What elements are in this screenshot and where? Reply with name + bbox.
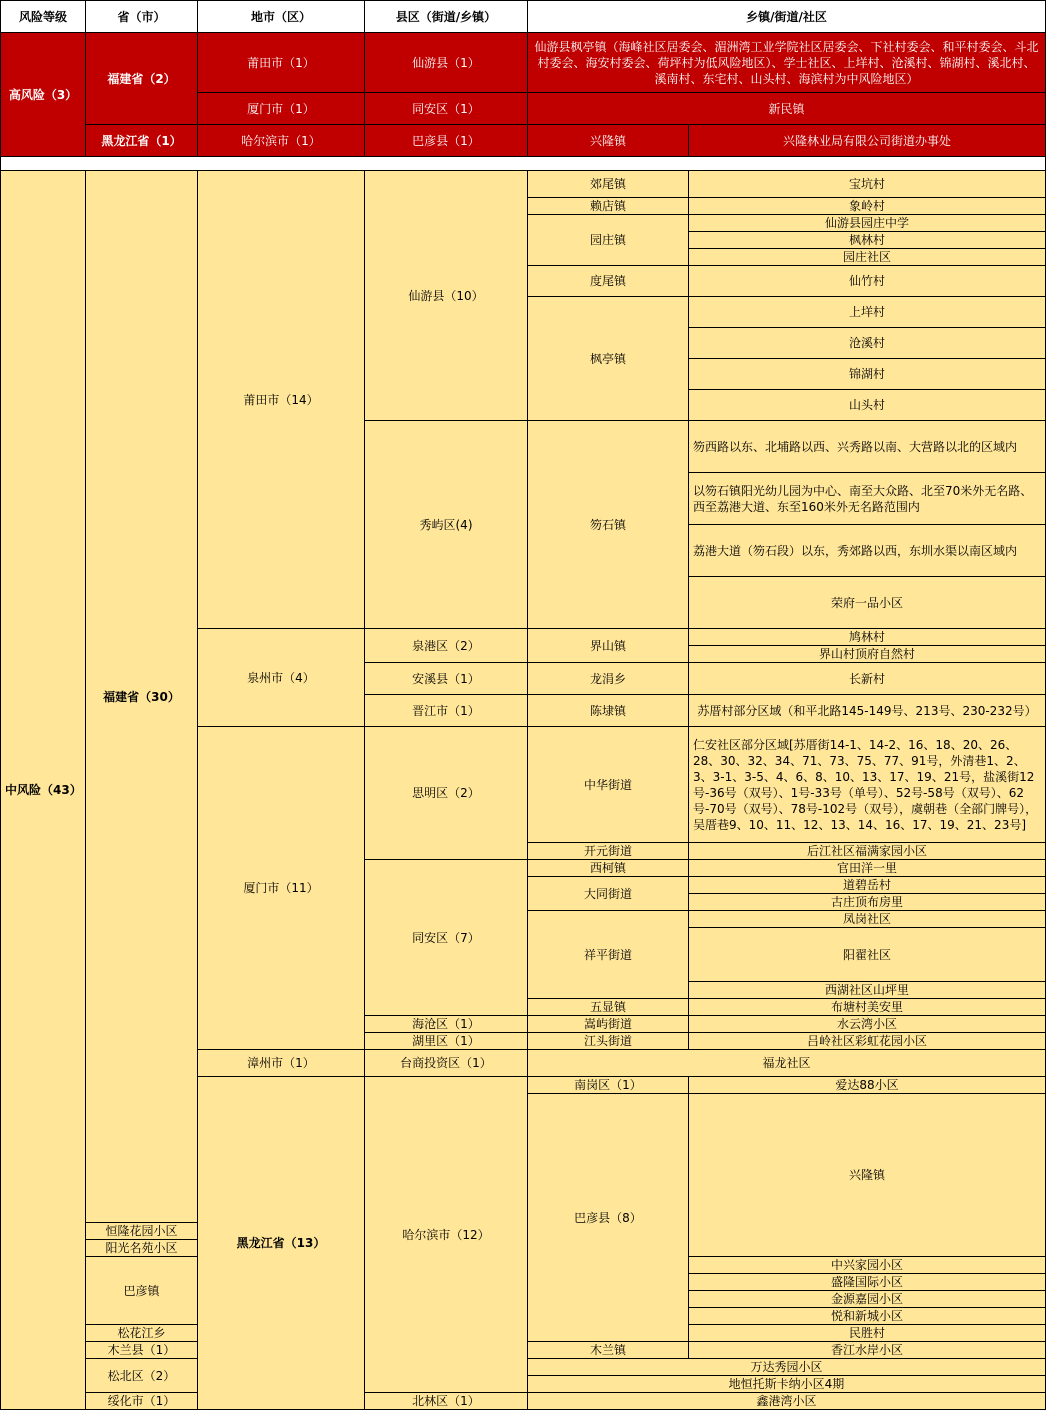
mid-town-songyu: 嵩屿街道 xyxy=(528,1016,689,1033)
mid-city-zhangzhou: 漳州市（1） xyxy=(198,1050,365,1077)
high-risk-label: 高风险（3） xyxy=(1,33,86,157)
mid-place-shenglong: 盛隆国际小区 xyxy=(689,1274,1046,1291)
mid-county-huli: 湖里区（1） xyxy=(365,1033,528,1050)
header-town: 乡镇/街道/社区 xyxy=(528,1,1046,33)
mid-town-xiangping: 祥平街道 xyxy=(528,911,689,999)
table-row xyxy=(1,1393,1046,1410)
table-row xyxy=(1,33,1046,93)
mid-risk-label: 中风险（43） xyxy=(1,171,86,1410)
mid-place-yz-community: 园庄社区 xyxy=(689,249,1046,266)
high-province-fujian: 福建省（2） xyxy=(86,33,198,125)
mid-place-fenglin: 枫林村 xyxy=(689,232,1046,249)
mid-town-chendai: 陈埭镇 xyxy=(528,695,689,727)
mid-place-hushi-1: 笏西路以东、北埔路以西、兴秀路以南、大营路以北的区域内 xyxy=(689,421,1046,473)
mid-place-jiulin: 鸠林村 xyxy=(689,629,1046,646)
separator-cell xyxy=(1,157,1046,171)
mid-place-henglong: 恒隆花园小区 xyxy=(86,1223,198,1240)
mid-place-xihu: 西湖社区山坪里 xyxy=(689,982,1046,999)
mid-county-taishang: 台商投资区（1） xyxy=(365,1050,528,1077)
mid-county-songbei: 松北区（2） xyxy=(86,1359,198,1393)
mid-county-haicang: 海沧区（1） xyxy=(365,1016,528,1033)
high-xianyou-detail: 仙游县枫亭镇（海峰社区居委会、湄洲湾工业学院社区居委会、下社村委会、和平村委会、斗北村委会、海安村委会、荷坪村为低风险地区）、学士社区、上垟村、沧溪村、锦湖村、溪北村、溪南村、东宅村、山头村、海滨村为中风险地区） xyxy=(528,33,1046,93)
mid-town-mulan: 木兰镇 xyxy=(528,1342,689,1359)
mid-place-lvling: 吕岭社区彩虹花园小区 xyxy=(689,1033,1046,1050)
mid-place-guantian: 官田洋一里 xyxy=(689,860,1046,877)
mid-county-jinjiang: 晋江市（1） xyxy=(365,695,528,727)
mid-town-hushi: 笏石镇 xyxy=(528,421,689,629)
mid-town-xike: 西柯镇 xyxy=(528,860,689,877)
mid-place-dingbu: 界山村顶府自然村 xyxy=(689,646,1046,663)
mid-city-suihua: 绥化市（1） xyxy=(86,1393,198,1410)
mid-county-xiuyu: 秀屿区(4) xyxy=(365,421,528,629)
mid-town-jiangtou: 江头街道 xyxy=(528,1033,689,1050)
mid-town-datong: 大同街道 xyxy=(528,877,689,911)
high-county-tongan: 同安区（1） xyxy=(365,93,528,125)
mid-city-harbin: 哈尔滨市（12） xyxy=(365,1077,528,1393)
mid-town-laidian: 赖店镇 xyxy=(528,198,689,215)
mid-place-fenggang: 凤岗社区 xyxy=(689,911,1046,928)
mid-place-xiangling: 象岭村 xyxy=(689,198,1046,215)
high-tongan-detail: 新民镇 xyxy=(528,93,1046,125)
mid-place-wanda: 万达秀园小区 xyxy=(528,1359,1046,1376)
mid-place-yuehe: 悦和新城小区 xyxy=(689,1308,1046,1325)
mid-place-budang: 布塘村美安里 xyxy=(689,999,1046,1016)
mid-province-fujian: 福建省（30） xyxy=(86,171,198,1223)
high-town-xinglong: 兴隆镇 xyxy=(528,125,689,157)
mid-town-zhonghua: 中华街道 xyxy=(528,727,689,843)
table-row xyxy=(1,125,1046,157)
mid-town-wuxian: 五显镇 xyxy=(528,999,689,1016)
table-header-row xyxy=(1,1,1046,33)
mid-place-minsheng: 民胜村 xyxy=(689,1325,1046,1342)
mid-city-putian: 莆田市（14） xyxy=(198,171,365,629)
mid-county-mulan: 木兰县（1） xyxy=(86,1342,198,1359)
high-city-putian: 莆田市（1） xyxy=(198,33,365,93)
mid-place-yangguang: 阳光名苑小区 xyxy=(86,1240,198,1257)
mid-city-quanzhou: 泉州市（4） xyxy=(198,629,365,727)
mid-town-xinglong: 兴隆镇 xyxy=(689,1094,1046,1257)
mid-place-shangyang: 上垟村 xyxy=(689,297,1046,328)
mid-town-jieshan: 界山镇 xyxy=(528,629,689,663)
mid-county-anxi: 安溪县（1） xyxy=(365,663,528,695)
mid-county-xianyou: 仙游县（10） xyxy=(365,171,528,421)
mid-town-kaiyuan: 开元街道 xyxy=(528,843,689,860)
header-city: 地市（区） xyxy=(198,1,365,33)
mid-place-changxin: 长新村 xyxy=(689,663,1046,695)
mid-place-cangxi: 沧溪村 xyxy=(689,328,1046,359)
mid-place-baokeng: 宝坑村 xyxy=(689,171,1046,198)
mid-town-jiaowei: 郊尾镇 xyxy=(528,171,689,198)
high-city-xiamen: 厦门市（1） xyxy=(198,93,365,125)
mid-county-nangang: 南岗区（1） xyxy=(528,1077,689,1094)
mid-place-yz-school: 仙游县园庄中学 xyxy=(689,215,1046,232)
high-county-xianyou: 仙游县（1） xyxy=(365,33,528,93)
mid-county-quangang: 泉港区（2） xyxy=(365,629,528,663)
mid-place-shuiyun: 水云湾小区 xyxy=(689,1016,1046,1033)
mid-town-longjuan: 龙涓乡 xyxy=(528,663,689,695)
mid-place-diheng: 地恒托斯卡纳小区4期 xyxy=(528,1376,1046,1393)
table-row xyxy=(1,171,1046,198)
mid-place-hushi-2: 以笏石镇阳光幼儿园为中心、南至大众路、北至70米外无名路、西至荔港大道、东至160米外无名路范围内 xyxy=(689,473,1046,525)
mid-place-hushi-4: 荣府一品小区 xyxy=(689,577,1046,629)
mid-place-xingang: 鑫港湾小区 xyxy=(528,1393,1046,1410)
mid-county-tongan: 同安区（7） xyxy=(365,860,528,1016)
mid-place-xiangjiang: 香江水岸小区 xyxy=(689,1342,1046,1359)
mid-place-jinyuan: 金源嘉园小区 xyxy=(689,1291,1046,1308)
mid-place-xianzhu: 仙竹村 xyxy=(689,266,1046,297)
mid-place-shantou: 山头村 xyxy=(689,390,1046,421)
mid-place-renan: 仁安社区部分区域[苏厝街14-1、14-2、16、18、20、26、28、30、32、34、71、73、75、77、91号，外清巷1、2、3、3-1、3-5、4、6、8、10、13、17、19、21号，盐溪街12号-36号（双号）、1号-33号（单号）、52号-58号（双号）、62号-70号（双号）、78号-102号（双号），虞朝巷（全部门牌号），吴厝巷9、10、11、12、13、14、16、17、19、21、23号] xyxy=(689,727,1046,843)
mid-county-beilin: 北林区（1） xyxy=(365,1393,528,1410)
header-province: 省（市） xyxy=(86,1,198,33)
mid-place-aida: 爱达88小区 xyxy=(689,1077,1046,1094)
mid-place-daobi: 道碧岳村 xyxy=(689,877,1046,894)
mid-place-guzhuang: 古庄顶布房里 xyxy=(689,894,1046,911)
mid-place-sumei: 苏厝村部分区域（和平北路145-149号、213号、230-232号） xyxy=(689,695,1046,727)
header-county: 县区（街道/乡镇） xyxy=(365,1,528,33)
high-province-heilongjiang: 黑龙江省（1） xyxy=(86,125,198,157)
mid-city-xiamen: 厦门市（11） xyxy=(198,727,365,1050)
mid-place-hushi-3: 荔港大道（笏石段）以东，秀郊路以西，东圳水渠以南区域内 xyxy=(689,525,1046,577)
mid-county-bayan: 巴彦县（8） xyxy=(528,1094,689,1342)
mid-town-duwei: 度尾镇 xyxy=(528,266,689,297)
mid-place-fulong: 福龙社区 xyxy=(528,1050,1046,1077)
mid-town-yuanzhuang: 园庄镇 xyxy=(528,215,689,266)
high-county-bayan: 巴彦县（1） xyxy=(365,125,528,157)
mid-province-heilongjiang: 黑龙江省（13） xyxy=(198,1077,365,1410)
separator-row xyxy=(1,157,1046,171)
mid-town-fengting: 枫亭镇 xyxy=(528,297,689,421)
high-xinglong-detail: 兴隆林业局有限公司街道办事处 xyxy=(689,125,1046,157)
header-risk-level: 风险等级 xyxy=(1,1,86,33)
mid-town-bayanzhen: 巴彦镇 xyxy=(86,1257,198,1325)
mid-place-jinhu: 锦湖村 xyxy=(689,359,1046,390)
mid-place-yangzhai: 阳翟社区 xyxy=(689,928,1046,982)
mid-place-zhongxing: 中兴家园小区 xyxy=(689,1257,1046,1274)
high-city-harbin: 哈尔滨市（1） xyxy=(198,125,365,157)
mid-county-siming: 思明区（2） xyxy=(365,727,528,860)
mid-town-songhuajiang: 松花江乡 xyxy=(86,1325,198,1342)
mid-place-houjiang: 后江社区福满家园小区 xyxy=(689,843,1046,860)
